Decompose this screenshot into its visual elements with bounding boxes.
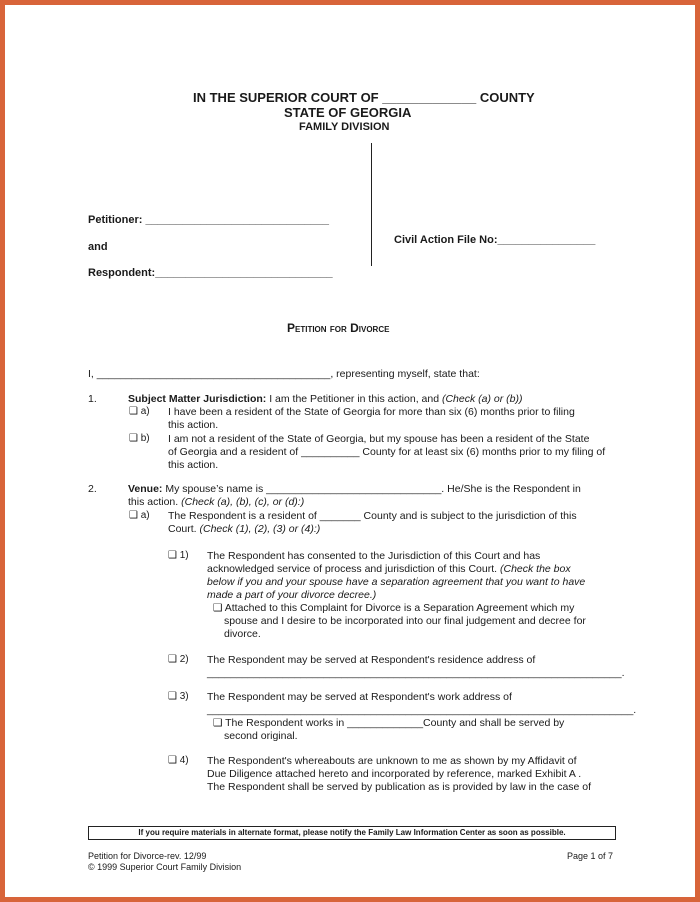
and-label: and — [88, 241, 108, 253]
intro-line: I, ________________________________________, representing myself, state that: — [88, 368, 480, 380]
option-4-line2: Due Diligence attached hereto and incorporated by reference, marked Exhibit A . — [207, 768, 582, 780]
checkbox-2a[interactable]: ❑ a) — [129, 510, 150, 521]
section-1b-line3: this action. — [168, 459, 219, 471]
option-3-line1: The Respondent may be served at Respondent's work address of — [207, 691, 512, 703]
civil-action-line: Civil Action File No:________________ — [394, 234, 596, 246]
document-page — [5, 5, 695, 897]
option-4-line3: The Respondent shall be served by publication as is provided by law in the case of — [207, 781, 592, 793]
option-2-line2: _______________________________________________________________________. — [207, 667, 625, 679]
section-2a-line1: The Respondent is a resident of _______ County and is subject to the jurisdiction of this — [168, 510, 577, 522]
caption-divider — [371, 143, 372, 266]
section-2a-line2: Court. (Check (1), (2), (3) or (4):) — [168, 523, 321, 535]
alternate-format-notice: If you require materials in alternate format, please notify the Family Law Information Center as soon as possible. — [88, 826, 616, 840]
document-title: Petition for Divorce — [287, 321, 390, 335]
option-1-line3: below if you and your spouse have a separation agreement that you want to have — [207, 576, 586, 588]
separation-agreement-line2: spouse and I desire to be incorporated into our final judgement and decree for — [224, 615, 586, 627]
section-1-heading: Subject Matter Jurisdiction: I am the Petitioner in this action, and (Check (a) or (b)) — [128, 393, 523, 405]
petitioner-line: Petitioner: ______________________________ — [88, 214, 329, 226]
separation-agreement-checkbox[interactable]: ❑ Attached to this Complaint for Divorce is a Separation Agreement which my — [213, 602, 575, 614]
option-2-line1: The Respondent may be served at Respondent's residence address of — [207, 654, 536, 666]
checkbox-2a-1[interactable]: ❑ 1) — [168, 550, 189, 561]
section-2-line2: this action. (Check (a), (b), (c), or (d):) — [128, 496, 305, 508]
checkbox-2a-4[interactable]: ❑ 4) — [168, 755, 189, 766]
option-4-line1: The Respondent's whereabouts are unknown to me as shown by my Affidavit of — [207, 755, 577, 767]
works-in-county-checkbox[interactable]: ❑ The Respondent works in _____________County and shall be served by — [213, 717, 565, 729]
division-heading: FAMILY DIVISION — [299, 121, 390, 133]
page-number: Page 1 of 7 — [567, 851, 614, 861]
respondent-line: Respondent:_____________________________ — [88, 267, 333, 279]
court-heading: IN THE SUPERIOR COURT OF _____________ COUNTY — [193, 90, 535, 105]
option-1-line1: The Respondent has consented to the Jurisdiction of this Court and has — [207, 550, 541, 562]
copyright-line: © 1999 Superior Court Family Division — [88, 862, 242, 872]
section-2-heading: Venue: My spouse’s name is ______________________________. He/She is the Respondent in — [128, 483, 581, 495]
form-revision: Petition for Divorce-rev. 12/99 — [88, 851, 207, 861]
section-1a-line2: this action. — [168, 419, 219, 431]
checkbox-1b[interactable]: ❑ b) — [129, 433, 150, 444]
section-2-number: 2. — [88, 483, 97, 495]
section-1a-line1: I have been a resident of the State of Georgia for more than six (6) months prior to filing — [168, 406, 575, 418]
checkbox-2a-3[interactable]: ❑ 3) — [168, 691, 189, 702]
option-1-line2: acknowledged service of process and jurisdiction of this Court. (Check the box — [207, 563, 571, 575]
option-3-line2: _________________________________________________________________________. — [207, 704, 637, 716]
checkbox-2a-2[interactable]: ❑ 2) — [168, 654, 189, 665]
separation-agreement-line3: divorce. — [224, 628, 261, 640]
state-heading: STATE OF GEORGIA — [284, 105, 412, 120]
checkbox-1a[interactable]: ❑ a) — [129, 406, 150, 417]
section-1b-line1: I am not a resident of the State of Georgia, but my spouse has been a resident of the State — [168, 433, 590, 445]
option-1-line4: made a part of your divorce decree.) — [207, 589, 377, 601]
section-1b-line2: of Georgia and a resident of __________ County for at least six (6) months prior to my filing of — [168, 446, 606, 458]
section-1-number: 1. — [88, 393, 97, 405]
works-in-county-line2: second original. — [224, 730, 298, 742]
